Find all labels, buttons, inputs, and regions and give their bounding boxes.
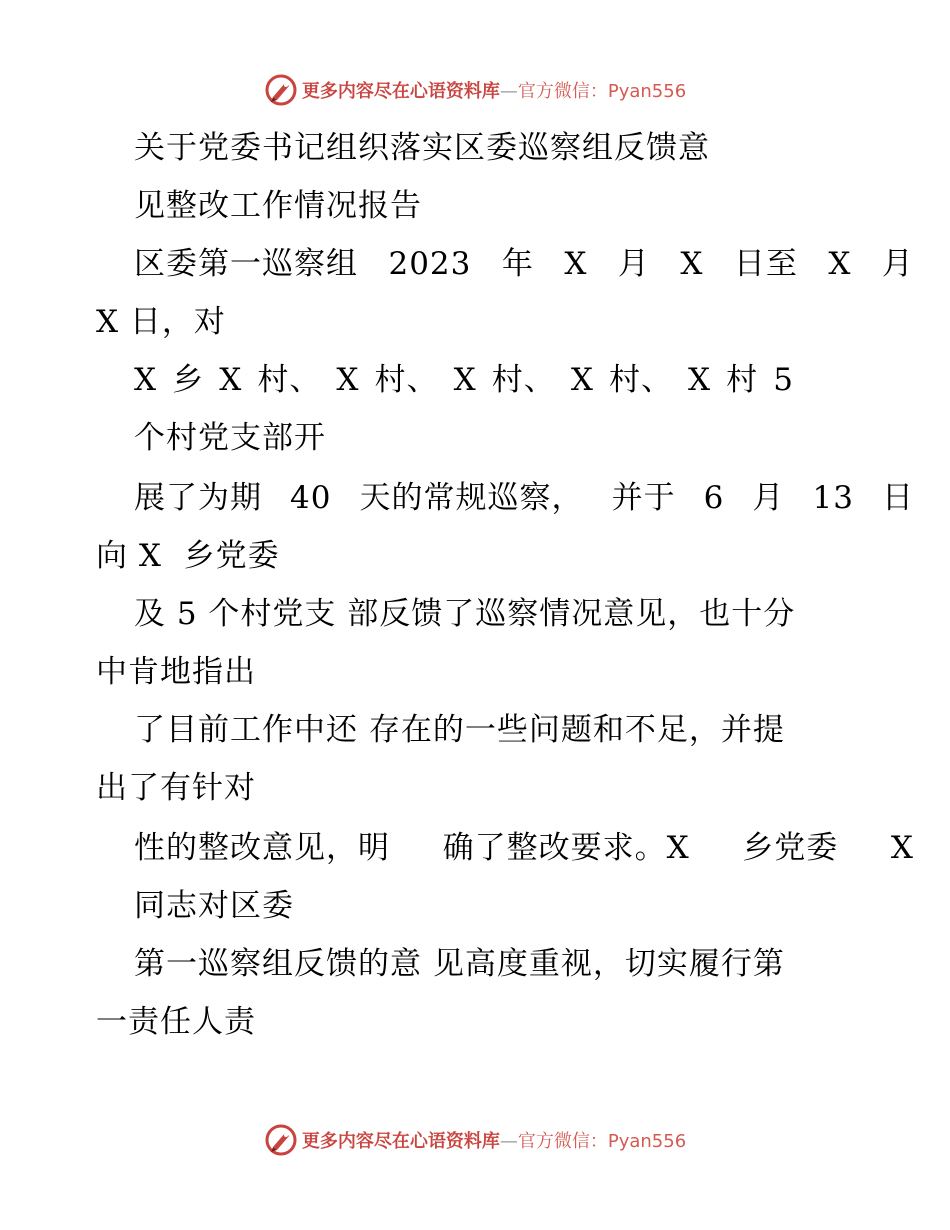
text-line: 中肯地指出 — [96, 654, 256, 690]
text-token: X — [828, 246, 852, 282]
text-token: 村 — [726, 362, 759, 398]
text-token: X — [890, 830, 914, 866]
text-token: 性的整改意见，明 — [134, 830, 390, 866]
text-token: 6 — [703, 480, 725, 516]
text-token: 40 — [290, 480, 332, 516]
watermark-text: 更多内容尽在心语资料库—官方微信：Pyan556 — [301, 1131, 687, 1152]
text-token: 日至 — [733, 246, 798, 282]
text-token: X — [336, 362, 360, 398]
text-token: 区委第一巡察组 — [134, 246, 358, 282]
text-token: X — [680, 246, 704, 282]
text-token: 确了整改要求。X — [442, 830, 690, 866]
text-token: 天的常规巡察， — [359, 480, 584, 516]
text-token: 乡党委 — [742, 830, 839, 866]
text-token: X — [688, 362, 712, 398]
text-line-justified — [134, 360, 794, 400]
text-token: 月 — [881, 246, 914, 282]
text-token: 13 — [812, 480, 854, 516]
text-line: 见整改工作情况报告 — [134, 188, 422, 224]
footer-watermark — [0, 1122, 950, 1158]
text-token: X — [570, 362, 594, 398]
text-token: 月 — [752, 480, 785, 516]
text-token: 月 — [617, 246, 650, 282]
text-line-justified — [134, 828, 914, 868]
text-token: X — [453, 362, 477, 398]
pen-logo-icon — [264, 73, 298, 107]
text-line: 同志对区委 — [134, 888, 294, 924]
text-token: 村、 — [257, 362, 322, 398]
text-token: 并于 — [611, 480, 676, 516]
text-token: X — [134, 362, 158, 398]
text-line: 及 5 个村党支 部反馈了巡察情况意见，也十分 — [134, 596, 796, 632]
text-line: 向 X 乡党委 — [96, 538, 280, 574]
text-token: 乡 — [172, 362, 205, 398]
text-token: 2023 — [388, 246, 472, 282]
text-token: X — [219, 362, 243, 398]
text-token: 村、 — [608, 362, 673, 398]
header-watermark — [0, 72, 950, 108]
text-line: 了目前工作中还 存在的一些问题和不足，并提 — [134, 712, 785, 748]
text-line-justified — [134, 244, 914, 284]
text-token: 5 — [773, 362, 794, 398]
text-line: 个村党支部开 — [134, 420, 326, 456]
text-token: 村、 — [374, 362, 439, 398]
watermark-text: 更多内容尽在心语资料库—官方微信：Pyan556 — [301, 81, 687, 102]
text-line-justified — [134, 478, 914, 518]
text-line: 出了有针对 — [96, 770, 256, 806]
text-token: X — [564, 246, 588, 282]
text-token: 村、 — [491, 362, 556, 398]
text-line: X 日，对 — [96, 304, 226, 340]
text-token: 年 — [501, 246, 534, 282]
pen-logo-icon — [264, 1123, 298, 1157]
text-token: 日 — [881, 480, 914, 516]
text-line: 一责任人责 — [96, 1004, 256, 1040]
text-token: 展了为期 — [134, 480, 262, 516]
text-line: 第一巡察组反馈的意 见高度重视，切实履行第 — [134, 946, 785, 982]
text-line: 关于党委书记组织落实区委巡察组反馈意 — [134, 130, 710, 166]
